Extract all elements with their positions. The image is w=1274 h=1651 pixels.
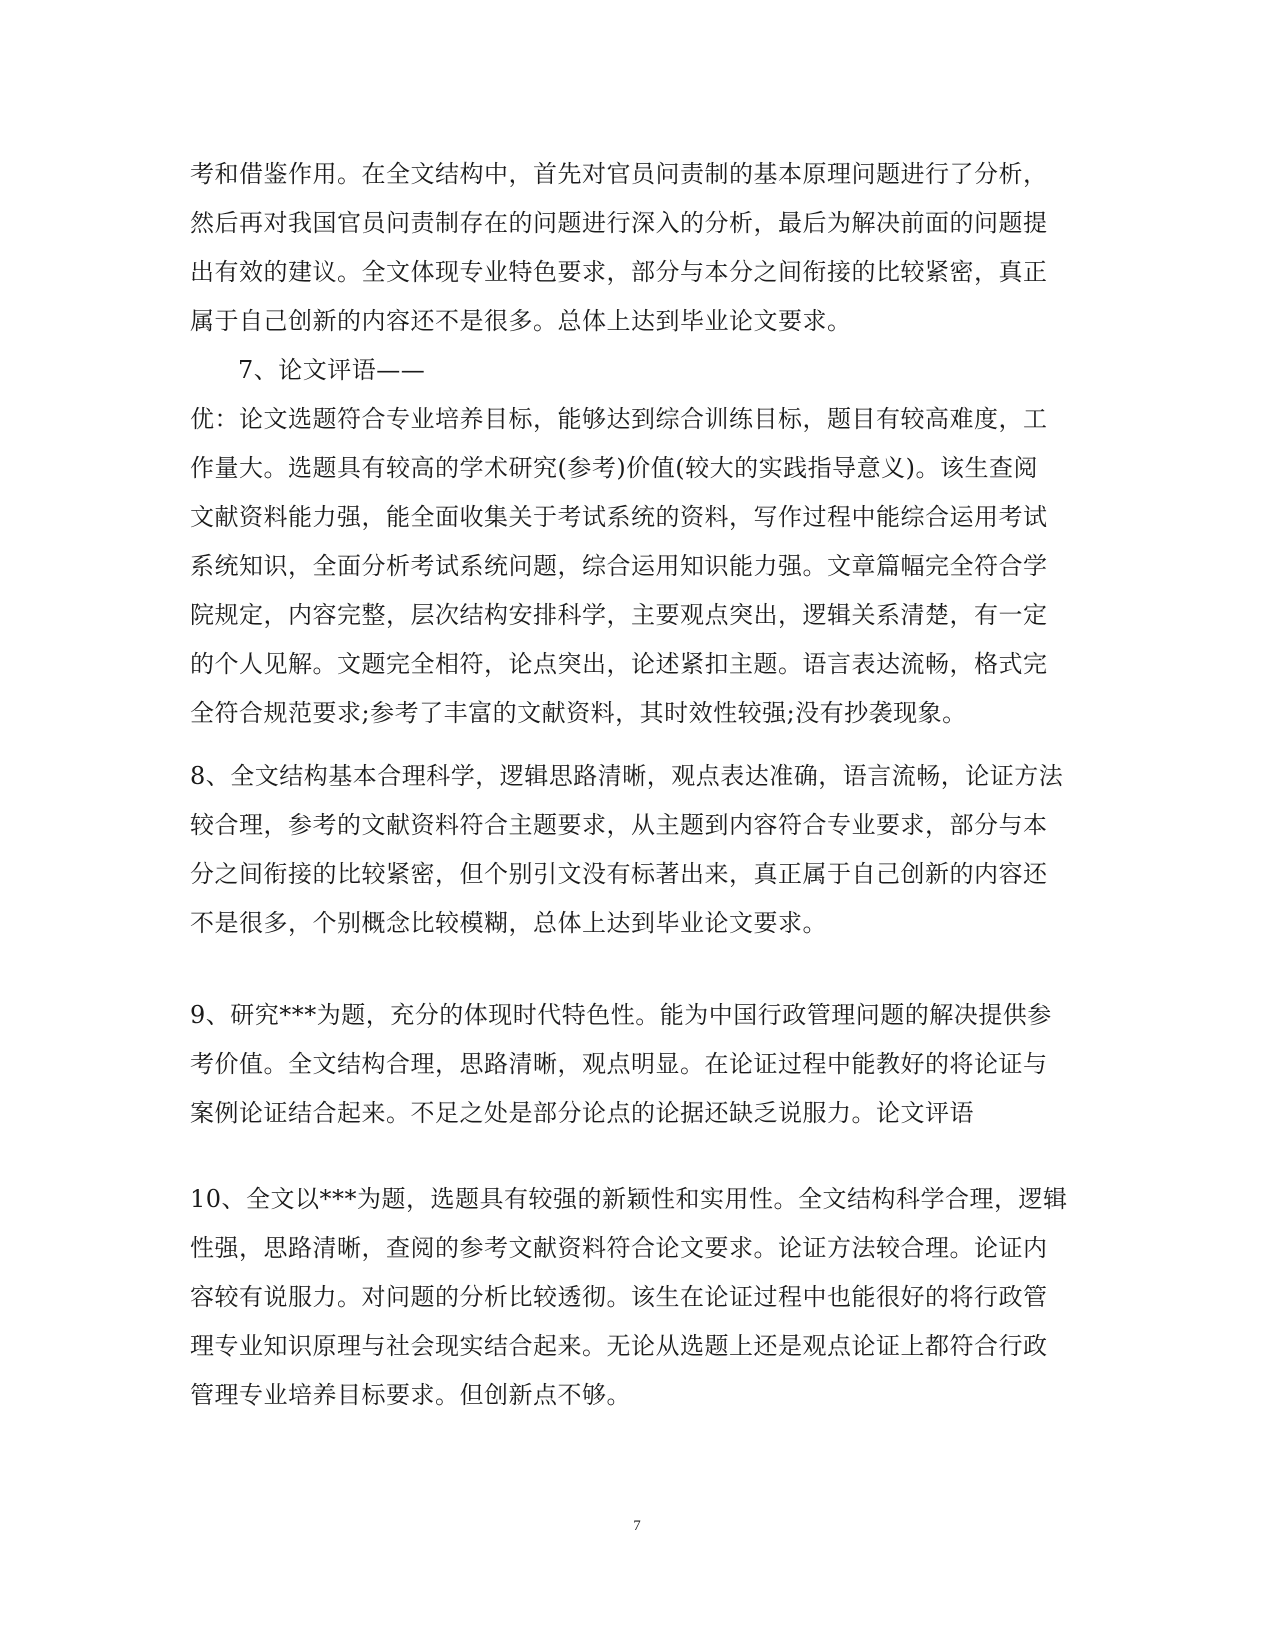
text-line: 出有效的建议。全文体现专业特色要求，部分与本分之间衔接的比较紧密，真正 <box>190 258 1048 286</box>
page-number: 7 <box>633 1518 641 1534</box>
section-heading: 7、论文评语—— <box>238 356 426 384</box>
text-line: 性强，思路清晰，查阅的参考文献资料符合论文要求。论证方法较合理。论证内 <box>190 1234 1048 1262</box>
text-line: 作量大。选题具有较高的学术研究(参考)价值(较大的实践指导意义)。该生查阅 <box>190 454 1038 482</box>
paragraph-evaluation-8 <box>190 752 1080 948</box>
text-line: 8、全文结构基本合理科学，逻辑思路清晰，观点表达准确，语言流畅，论证方法 <box>190 762 1064 790</box>
paragraph-evaluation-7 <box>190 395 1080 738</box>
text-line: 9、研究***为题，充分的体现时代特色性。能为中国行政管理问题的解决提供参 <box>190 1001 1052 1029</box>
text-line: 然后再对我国官员问责制存在的问题进行深入的分析，最后为解决前面的问题提 <box>190 209 1048 237</box>
text-line: 10、全文以***为题，选题具有较强的新颖性和实用性。全文结构科学合理，逻辑 <box>190 1185 1068 1213</box>
text-line: 考价值。全文结构合理，思路清晰，观点明显。在论证过程中能教好的将论证与 <box>190 1050 1048 1078</box>
text-line: 案例论证结合起来。不足之处是部分论点的论据还缺乏说服力。论文评语 <box>190 1099 974 1127</box>
text-line: 分之间衔接的比较紧密，但个别引文没有标著出来，真正属于自己创新的内容还 <box>190 860 1048 888</box>
text-line: 管理专业培养目标要求。但创新点不够。 <box>190 1381 631 1409</box>
text-line: 不是很多，个别概念比较模糊，总体上达到毕业论文要求。 <box>190 909 827 937</box>
text-line: 较合理，参考的文献资料符合主题要求，从主题到内容符合专业要求，部分与本 <box>190 811 1048 839</box>
text-line: 院规定，内容完整，层次结构安排科学，主要观点突出，逻辑关系清楚，有一定 <box>190 601 1048 629</box>
text-line: 的个人见解。文题完全相符，论点突出，论述紧扣主题。语言表达流畅，格式完 <box>190 650 1048 678</box>
text-line: 全符合规范要求;参考了丰富的文献资料，其时效性较强;没有抄袭现象。 <box>190 699 967 727</box>
paragraph-evaluation-9 <box>190 991 1080 1138</box>
paragraph-continued-evaluation <box>190 150 1080 346</box>
text-line: 考和借鉴作用。在全文结构中，首先对官员问责制的基本原理问题进行了分析， <box>190 160 1048 188</box>
paragraph-evaluation-10 <box>190 1175 1080 1420</box>
text-line: 容较有说服力。对问题的分析比较透彻。该生在论证过程中也能很好的将行政管 <box>190 1283 1048 1311</box>
text-line: 文献资料能力强，能全面收集关于考试系统的资料，写作过程中能综合运用考试 <box>190 503 1048 531</box>
text-line: 属于自己创新的内容还不是很多。总体上达到毕业论文要求。 <box>190 307 852 335</box>
text-line: 理专业知识原理与社会现实结合起来。无论从选题上还是观点论证上都符合行政 <box>190 1332 1048 1360</box>
text-line: 优：论文选题符合专业培养目标，能够达到综合训练目标，题目有较高难度，工 <box>190 405 1048 433</box>
text-line: 系统知识，全面分析考试系统问题，综合运用知识能力强。文章篇幅完全符合学 <box>190 552 1048 580</box>
heading-evaluation-7 <box>190 346 1080 395</box>
